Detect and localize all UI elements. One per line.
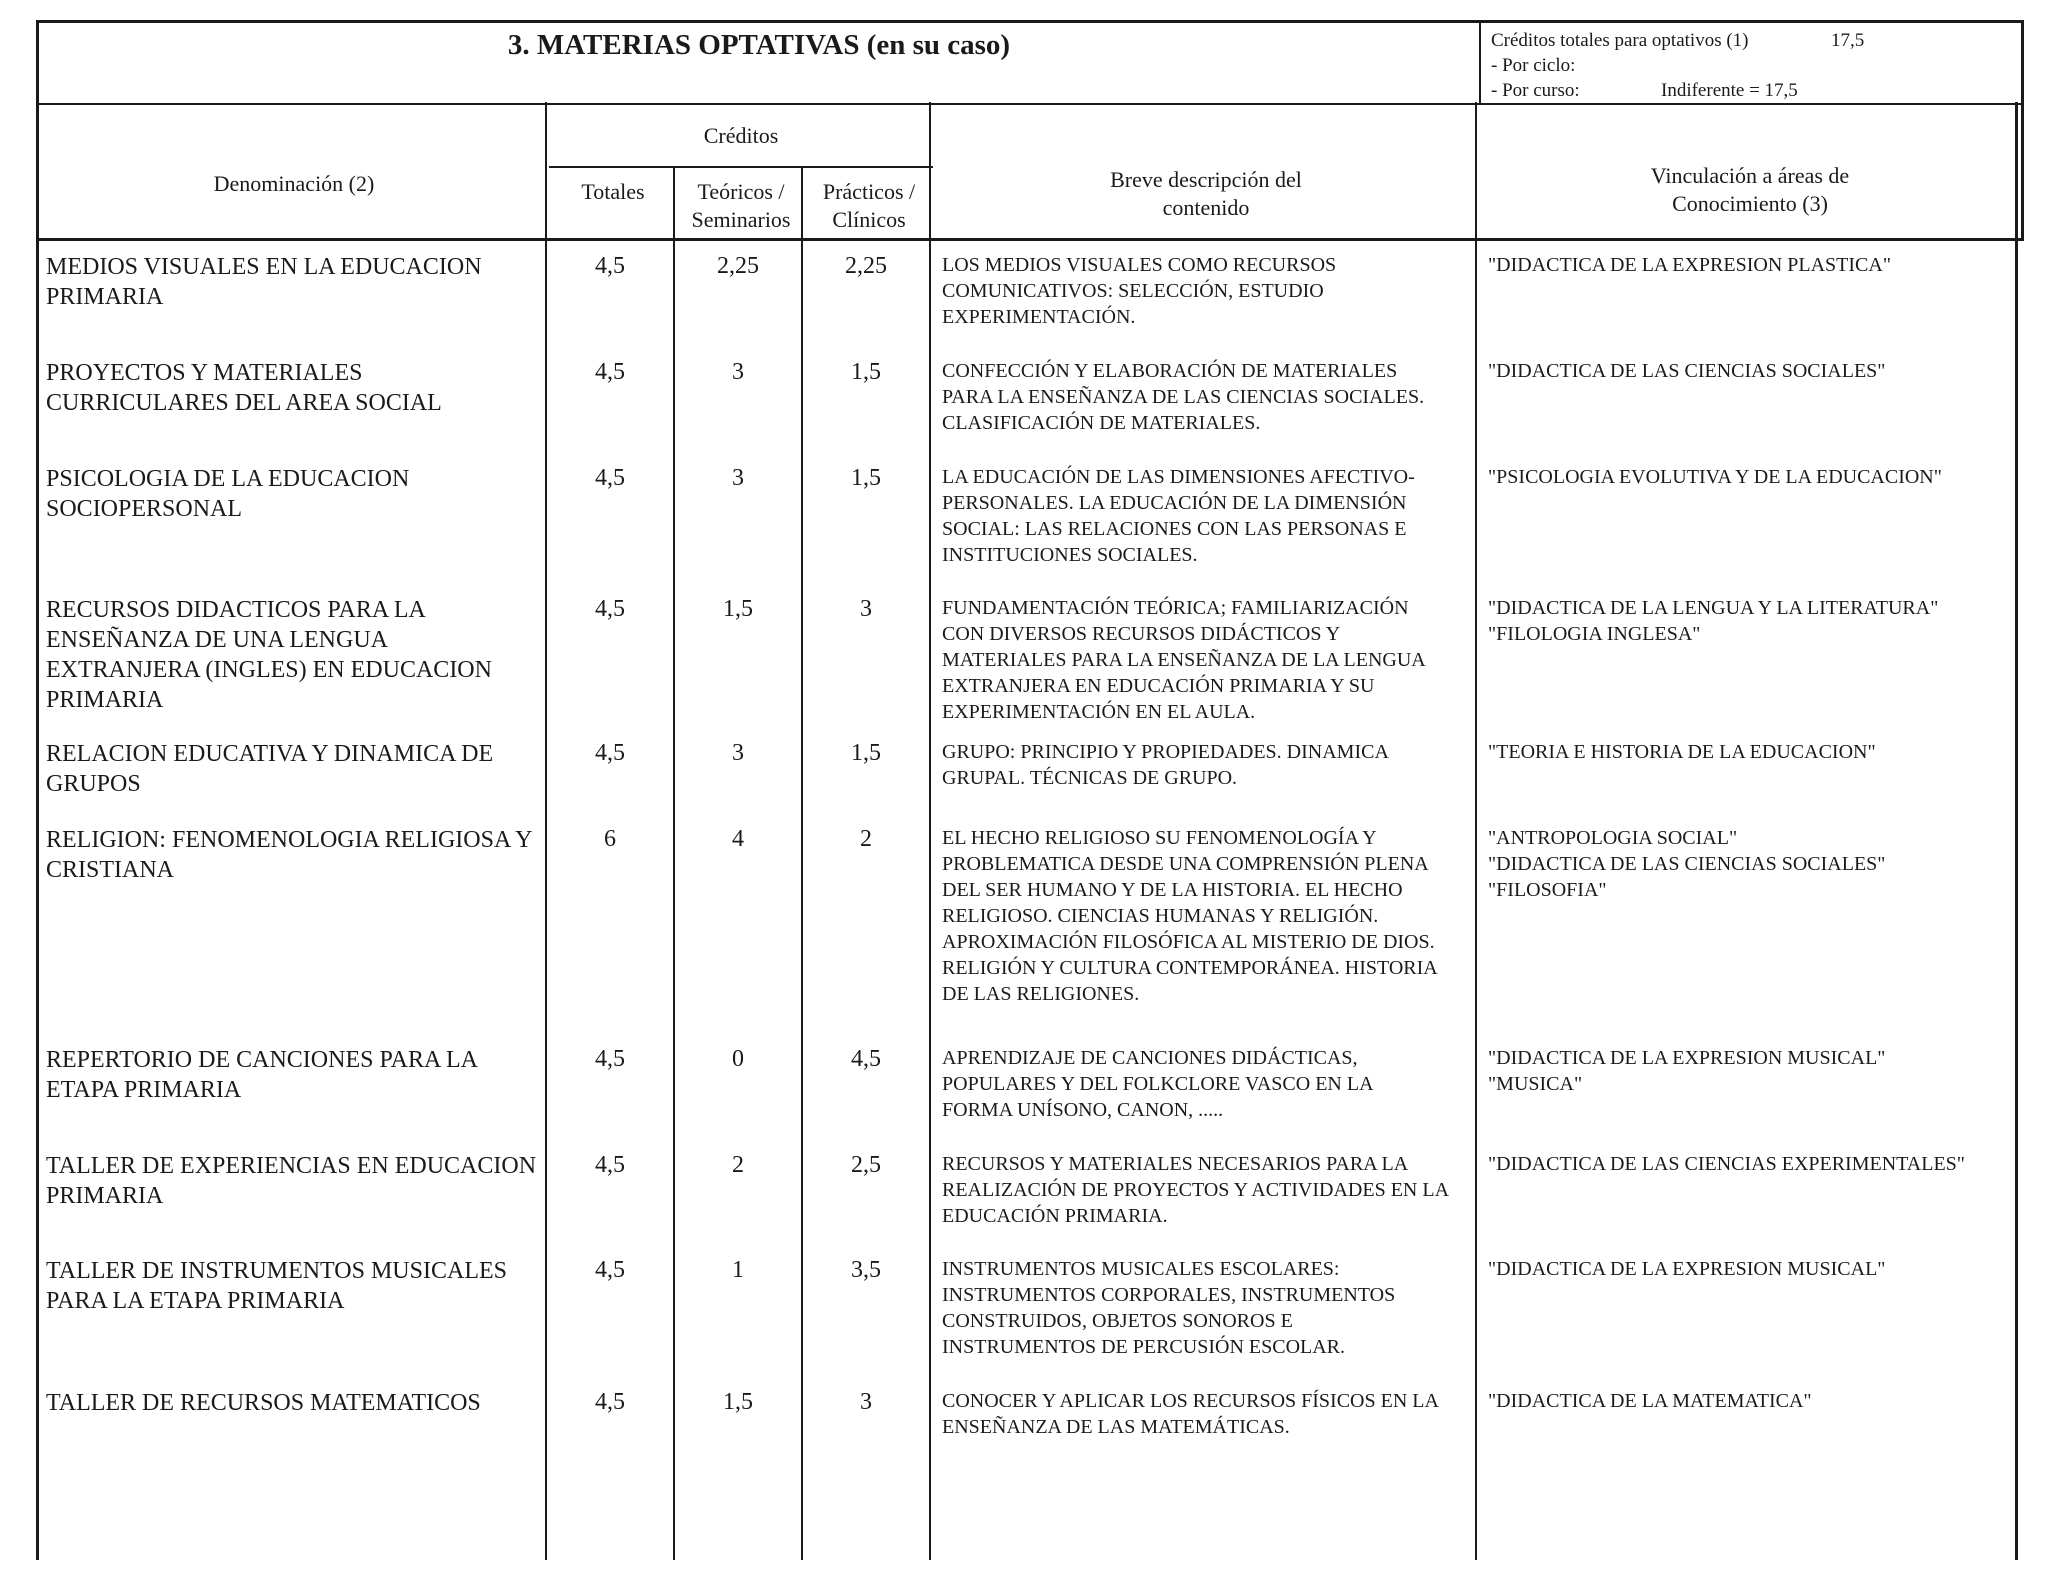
credits-summary <box>1491 28 2011 103</box>
subject-description <box>942 1151 1470 1229</box>
subject-description-line: FUNDAMENTACIÓN TEÓRICA; FAMILIARIZACIÓN <box>942 597 1409 619</box>
subject-description-line: EXTRANJERA EN EDUCACIÓN PRIMARIA Y SU <box>942 675 1375 697</box>
subject-description-line: INSTITUCIONES SOCIALES. <box>942 544 1198 566</box>
knowledge-area-line: "FILOSOFIA" <box>1488 879 1607 901</box>
subject-description-line: RELIGIOSO. CIENCIAS HUMANAS Y RELIGIÓN. <box>942 905 1379 927</box>
subject-name <box>46 739 546 799</box>
subject-description <box>942 595 1470 725</box>
subject-description-line: GRUPO: PRINCIPIO Y PROPIEDADES. DINAMICA <box>942 741 1389 763</box>
subject-name <box>46 464 546 524</box>
knowledge-area-line: "DIDACTICA DE LA LENGUA Y LA LITERATURA" <box>1488 597 1939 619</box>
subject-description-line: CONOCER Y APLICAR LOS RECURSOS FÍSICOS EN LA <box>942 1390 1439 1412</box>
credits-totales: 4,5 <box>595 596 625 622</box>
credits-teoricos: 4 <box>732 826 744 852</box>
subject-description-line: CONFECCIÓN Y ELABORACIÓN DE MATERIALES <box>942 360 1398 382</box>
subject-name <box>46 825 546 885</box>
subject-name-line: RELIGION: FENOMENOLOGIA RELIGIOSA Y <box>46 827 533 853</box>
subject-description <box>942 1045 1470 1123</box>
col-vinculacion-line2: Conocimiento (3) <box>1672 191 1828 216</box>
subject-name-line: PRIMARIA <box>46 687 164 713</box>
subject-description-line: POPULARES Y DEL FOLKCLORE VASCO EN LA <box>942 1073 1374 1095</box>
subject-description <box>942 1388 1470 1440</box>
credits-teoricos: 1,5 <box>723 596 753 622</box>
credits-practicos: 1,5 <box>851 740 881 766</box>
subject-description-line: FORMA UNÍSONO, CANON, ..... <box>942 1099 1224 1121</box>
subject-description-line: CONSTRUIDOS, OBJETOS SONOROS E <box>942 1310 1293 1332</box>
subject-description-line: PROBLEMATICA DESDE UNA COMPRENSIÓN PLENA <box>942 853 1429 875</box>
credits-total-value: 17,5 <box>1831 30 1865 51</box>
subject-description <box>942 825 1470 1007</box>
subject-description-line: GRUPAL. TÉCNICAS DE GRUPO. <box>942 767 1238 789</box>
knowledge-area-line: "TEORIA E HISTORIA DE LA EDUCACION" <box>1488 741 1876 763</box>
credits-total-label: Créditos totales para optativos (1) <box>1491 30 1749 51</box>
subject-name-line: CURRICULARES DEL AREA SOCIAL <box>46 390 442 416</box>
credits-practicos: 1,5 <box>851 359 881 385</box>
subject-description-line: INSTRUMENTOS MUSICALES ESCOLARES: <box>942 1258 1340 1280</box>
credits-practicos: 2 <box>860 826 872 852</box>
knowledge-area-line: "FILOLOGIA INGLESA" <box>1488 623 1701 645</box>
section-title: 3. MATERIAS OPTATIVAS (en su caso) <box>507 29 1011 61</box>
knowledge-area <box>1488 1151 2016 1177</box>
knowledge-area <box>1488 252 2016 278</box>
subject-name <box>46 358 546 418</box>
subject-name-line: PSICOLOGIA DE LA EDUCACION <box>46 466 410 492</box>
subject-description-line: RECURSOS Y MATERIALES NECESARIOS PARA LA <box>942 1153 1409 1175</box>
credits-practicos: 2,25 <box>845 253 887 279</box>
col-practicos-line1: Prácticos / <box>822 179 916 204</box>
subject-description-line: INSTRUMENTOS DE PERCUSIÓN ESCOLAR. <box>942 1336 1346 1358</box>
subject-description-line: LA EDUCACIÓN DE LAS DIMENSIONES AFECTIVO- <box>942 466 1415 488</box>
credits-teoricos: 1 <box>732 1257 744 1283</box>
credits-teoricos: 3 <box>732 465 744 491</box>
col-practicos <box>805 178 933 234</box>
credits-teoricos: 1,5 <box>723 1389 753 1415</box>
subject-description-line: EL HECHO RELIGIOSO SU FENOMENOLOGÍA Y <box>942 827 1377 849</box>
col-denominacion: Denominación (2) <box>213 171 375 196</box>
subject-name-line: SOCIOPERSONAL <box>46 496 243 522</box>
por-curso-label: - Por curso: <box>1491 80 1580 101</box>
por-curso-value: Indiferente = 17,5 <box>1661 80 1798 101</box>
subject-name-line: TALLER DE INSTRUMENTOS MUSICALES <box>46 1258 507 1284</box>
subject-name <box>46 1045 546 1105</box>
subject-description <box>942 358 1470 436</box>
subject-name-line: REPERTORIO DE CANCIONES PARA LA <box>46 1047 478 1073</box>
subject-name-line: GRUPOS <box>46 771 141 797</box>
subject-description-line: EXPERIMENTACIÓN EN EL AULA. <box>942 701 1256 723</box>
knowledge-area <box>1488 595 2016 647</box>
subject-description-line: CON DIVERSOS RECURSOS DIDÁCTICOS Y <box>942 623 1341 645</box>
subject-description-line: MATERIALES PARA LA ENSEÑANZA DE LA LENGUA <box>942 649 1426 671</box>
subject-description <box>942 1256 1470 1360</box>
subject-name <box>46 1151 546 1211</box>
col-practicos-line2: Clínicos <box>832 207 906 232</box>
subject-name-line: TALLER DE EXPERIENCIAS EN EDUCACION <box>46 1153 537 1179</box>
credits-practicos: 3 <box>860 596 872 622</box>
credits-teoricos: 2,25 <box>717 253 759 279</box>
subject-description <box>942 464 1470 568</box>
knowledge-area-line: "ANTROPOLOGIA SOCIAL" <box>1488 827 1738 849</box>
credits-practicos: 3,5 <box>851 1257 881 1283</box>
credits-totales: 4,5 <box>595 1257 625 1283</box>
knowledge-area-line: "DIDACTICA DE LA EXPRESION PLASTICA" <box>1488 254 1892 276</box>
subject-name-line: PRIMARIA <box>46 1183 164 1209</box>
credits-teoricos: 0 <box>732 1046 744 1072</box>
credits-totales: 4,5 <box>595 1152 625 1178</box>
subject-name <box>46 252 546 312</box>
table-header-band <box>36 20 2024 105</box>
subject-name-line: RECURSOS DIDACTICOS PARA LA <box>46 597 426 623</box>
subject-name <box>46 1256 546 1316</box>
knowledge-area-line: "DIDACTICA DE LA EXPRESION MUSICAL" <box>1488 1047 1886 1069</box>
column-header <box>36 102 2024 241</box>
subject-name-line: PROYECTOS Y MATERIALES <box>46 360 363 386</box>
col-vinculacion-line1: Vinculación a áreas de <box>1650 163 1850 188</box>
credits-totales: 4,5 <box>595 740 625 766</box>
knowledge-area <box>1488 1256 2016 1282</box>
col-totales: Totales <box>581 179 645 204</box>
credits-totales: 6 <box>604 826 616 852</box>
knowledge-area <box>1488 825 2016 903</box>
col-vinculacion <box>1479 162 2021 218</box>
subject-description <box>942 739 1470 791</box>
subject-name-line: TALLER DE RECURSOS MATEMATICOS <box>46 1390 481 1416</box>
knowledge-area-line: "DIDACTICA DE LA EXPRESION MUSICAL" <box>1488 1258 1886 1280</box>
col-teoricos-line1: Teóricos / <box>697 179 785 204</box>
knowledge-area-line: "PSICOLOGIA EVOLUTIVA Y DE LA EDUCACION" <box>1488 466 1942 488</box>
credits-teoricos: 2 <box>732 1152 744 1178</box>
credits-totales: 4,5 <box>595 1389 625 1415</box>
creditos-divider <box>549 166 933 168</box>
knowledge-area-line: "DIDACTICA DE LAS CIENCIAS SOCIALES" <box>1488 360 1886 382</box>
knowledge-area-line: "MUSICA" <box>1488 1073 1583 1095</box>
subject-description-line: REALIZACIÓN DE PROYECTOS Y ACTIVIDADES EN LA <box>942 1179 1450 1201</box>
subject-name <box>46 595 546 715</box>
subject-description-line: ENSEÑANZA DE LAS MATEMÁTICAS. <box>942 1416 1290 1438</box>
credits-practicos: 2,5 <box>851 1152 881 1178</box>
credits-practicos: 3 <box>860 1389 872 1415</box>
credits-totales: 4,5 <box>595 253 625 279</box>
subject-description-line: PERSONALES. LA EDUCACIÓN DE LA DIMENSIÓN <box>942 492 1407 514</box>
subject-description-line: LOS MEDIOS VISUALES COMO RECURSOS <box>942 254 1337 276</box>
credits-teoricos: 3 <box>732 740 744 766</box>
subject-description-line: DE LAS RELIGIONES. <box>942 983 1140 1005</box>
credits-totales: 4,5 <box>595 359 625 385</box>
col-descripcion <box>933 166 1479 222</box>
knowledge-area-line: "DIDACTICA DE LAS CIENCIAS SOCIALES" <box>1488 853 1886 875</box>
credits-totales: 4,5 <box>595 1046 625 1072</box>
knowledge-area <box>1488 1045 2016 1097</box>
col-descripcion-line1: Breve descripción del <box>1110 167 1302 192</box>
knowledge-area-line: "DIDACTICA DE LAS CIENCIAS EXPERIMENTALES" <box>1488 1153 1965 1175</box>
subject-name-line: PARA LA ETAPA PRIMARIA <box>46 1288 345 1314</box>
knowledge-area <box>1488 1388 2016 1414</box>
subject-name-line: ETAPA PRIMARIA <box>46 1077 242 1103</box>
rule-vinculacion <box>1475 102 1477 1560</box>
subject-name-line: EXTRANJERA (INGLES) EN EDUCACION <box>46 657 492 683</box>
knowledge-area <box>1488 739 2016 765</box>
subject-description-line: APRENDIZAJE DE CANCIONES DIDÁCTICAS, <box>942 1047 1358 1069</box>
knowledge-area-line: "DIDACTICA DE LA MATEMATICA" <box>1488 1390 1812 1412</box>
credits-practicos: 1,5 <box>851 465 881 491</box>
credits-teoricos: 3 <box>732 359 744 385</box>
credits-totales: 4,5 <box>595 465 625 491</box>
header-divider <box>1479 23 1481 103</box>
col-teoricos-line2: Seminarios <box>691 207 791 232</box>
subject-name <box>46 1388 546 1418</box>
subject-name-line: PRIMARIA <box>46 284 164 310</box>
knowledge-area <box>1488 464 2016 490</box>
subject-description-line: PARA LA ENSEÑANZA DE LAS CIENCIAS SOCIALES. <box>942 386 1425 408</box>
subject-description-line: INSTRUMENTOS CORPORALES, INSTRUMENTOS <box>942 1284 1396 1306</box>
subject-description-line: EXPERIMENTACIÓN. <box>942 306 1136 328</box>
subject-description-line: RELIGIÓN Y CULTURA CONTEMPORÁNEA. HISTORIA <box>942 957 1438 979</box>
optional-subjects-table <box>36 20 2020 1560</box>
subject-name-line: MEDIOS VISUALES EN LA EDUCACION <box>46 254 482 280</box>
col-descripcion-line2: contenido <box>1162 195 1250 220</box>
rule-left <box>36 102 39 1560</box>
col-teoricos <box>677 178 805 234</box>
subject-description <box>942 252 1470 330</box>
subject-description-line: DEL SER HUMANO Y DE LA HISTORIA. EL HECHO <box>942 879 1403 901</box>
subject-description-line: APROXIMACIÓN FILOSÓFICA AL MISTERIO DE DIOS. <box>942 931 1435 953</box>
por-ciclo-label: - Por ciclo: <box>1491 55 1576 76</box>
subject-description-line: SOCIAL: LAS RELACIONES CON LAS PERSONAS E <box>942 518 1407 540</box>
subject-name-line: CRISTIANA <box>46 857 175 883</box>
knowledge-area <box>1488 358 2016 384</box>
col-creditos: Créditos <box>703 123 779 148</box>
credits-practicos: 4,5 <box>851 1046 881 1072</box>
subject-name-line: RELACION EDUCATIVA Y DINAMICA DE <box>46 741 494 767</box>
subject-description-line: EDUCACIÓN PRIMARIA. <box>942 1205 1168 1227</box>
subject-description-line: CLASIFICACIÓN DE MATERIALES. <box>942 412 1261 434</box>
subject-name-line: ENSEÑANZA DE UNA LENGUA <box>46 627 388 653</box>
subject-description-line: COMUNICATIVOS: SELECCIÓN, ESTUDIO <box>942 280 1324 302</box>
